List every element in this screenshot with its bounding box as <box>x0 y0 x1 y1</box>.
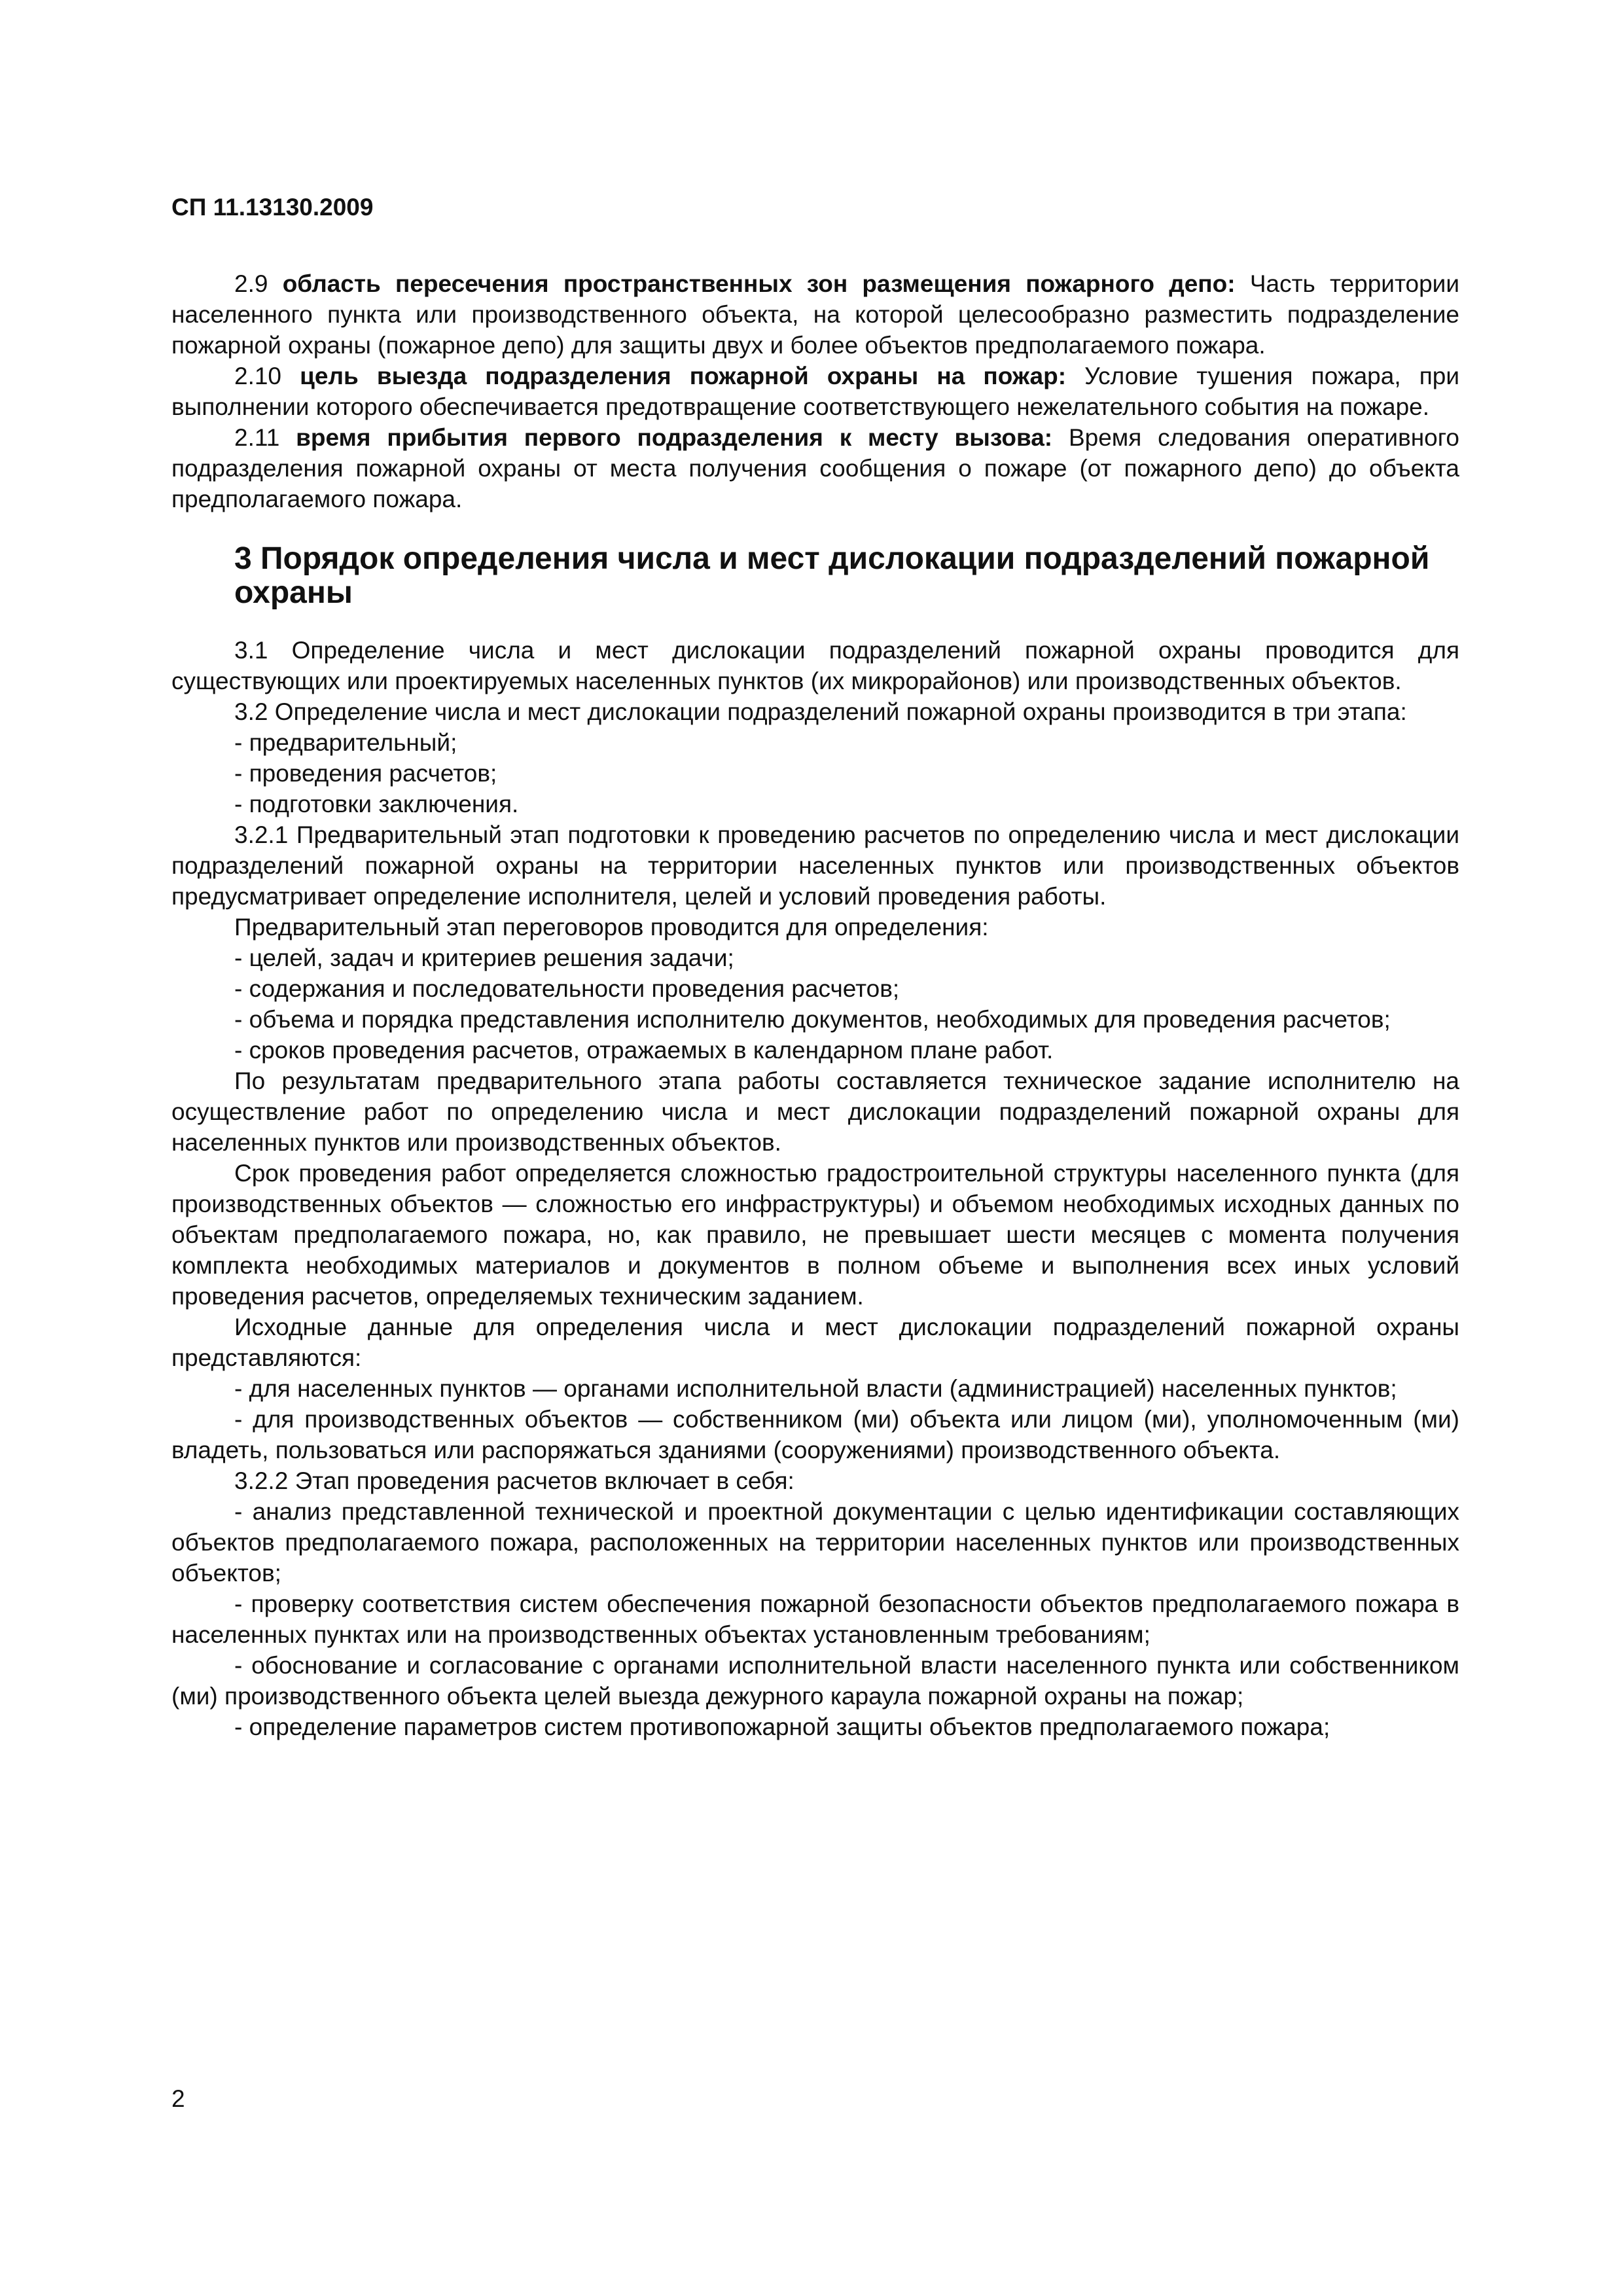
definition-number: 2.9 <box>234 270 268 297</box>
paragraph: 3.2 Определение числа и мест дислокации подразделений пожарной охраны производится в три этапа: <box>234 698 1407 725</box>
list-item: - проверку соответствия систем обеспечения пожарной безопасности объектов предполагаемого пожара в населенных пунктах или на производственных объектах установленным требованиям; <box>171 1590 1459 1648</box>
paragraph: 3.2.2 Этап проведения расчетов включает в себя: <box>234 1467 794 1494</box>
list-item: - для производственных объектов — собственником (ми) объекта или лицом (ми), уполномоченным (ми) владеть, пользоваться или распоряжаться зданиями (сооружениями) производственного объекта. <box>171 1406 1459 1463</box>
section-heading: 3 Порядок определения числа и мест дислокации подразделений пожарной охраны <box>234 541 1430 610</box>
list-item: - проведения расчетов; <box>234 760 497 787</box>
list-item: - анализ представленной технической и проектной документации с целью идентификации составляющих объектов предполагаемого пожара, расположенных на территории населенных пунктов или производственных объектов; <box>171 1498 1459 1587</box>
paragraph: По результатам предварительного этапа работы составляется техническое задание исполнителю на осуществление работ по определению числа и мест дислокации подразделений пожарной охраны для населенных пунктов или производственных объектов. <box>171 1067 1459 1156</box>
paragraph: 3.1 Определение числа и мест дислокации подразделений пожарной охраны проводится для существующих или проектируемых населенных пунктов (их микрорайонов) или производственных объектов. <box>171 637 1459 694</box>
list-item: - целей, задач и критериев решения задачи; <box>234 944 734 971</box>
list-item: - содержания и последовательности проведения расчетов; <box>234 975 900 1002</box>
paragraph: Исходные данные для определения числа и мест дислокации подразделений пожарной охраны представляются: <box>171 1314 1459 1371</box>
list-item: - предварительный; <box>234 729 457 756</box>
list-item: - объема и порядка представления исполнителю документов, необходимых для проведения расчетов; <box>234 1006 1391 1033</box>
definition-term: цель выезда подразделения пожарной охраны на пожар: <box>300 363 1067 389</box>
paragraph: Срок проведения работ определяется сложностью градостроительной структуры населенного пункта (для производственных объектов — сложностью его инфраструктуры) и объемом необходимых исходных данных по объектам предполагаемого пожара, но, как правило, не превышает шести месяцев с момента получения комплекта необходимых материалов и документов в полном объеме и выполнения всех иных условий проведения расчетов, определяемых техническим заданием. <box>171 1160 1459 1310</box>
definition-2-10 <box>171 361 1459 422</box>
definition-2-9 <box>171 268 1459 361</box>
definition-2-11 <box>171 422 1459 514</box>
definition-text: Условие тушения пожара, при выполнении которого обеспечивается предотвращение соответствующего нежелательного события на пожаре. <box>171 363 1460 420</box>
definition-term: область пересечения пространственных зон размещения пожарного депо: <box>282 270 1236 297</box>
definition-number: 2.11 <box>234 424 280 451</box>
list-item: - для населенных пунктов — органами исполнительной власти (администрацией) населенных пунктов; <box>234 1375 1397 1402</box>
definition-number: 2.10 <box>234 363 282 389</box>
paragraph: Предварительный этап переговоров проводится для определения: <box>234 914 989 941</box>
page-number: 2 <box>171 2085 185 2112</box>
list-item: - определение параметров систем противопожарной защиты объектов предполагаемого пожара; <box>234 1713 1330 1740</box>
list-item: - обоснование и согласование с органами исполнительной власти населенного пункта или собственником (ми) производственного объекта целей выезда дежурного караула пожарной охраны на пожар; <box>171 1652 1459 1710</box>
definition-term: время прибытия первого подразделения к месту вызова: <box>296 424 1053 451</box>
document-code: СП 11.13130.2009 <box>171 194 374 221</box>
document-body <box>171 268 1459 1742</box>
definition-text: Время следования оперативного подразделения пожарной охраны от места получения сообщения о пожаре (от пожарного депо) до объекта предполагаемого пожара. <box>171 424 1459 512</box>
paragraph: 3.2.1 Предварительный этап подготовки к проведению расчетов по определению числа и мест дислокации подразделений пожарной охраны на территории населенных пунктов или производственных объектов предусматривает определение исполнителя, целей и условий проведения работы. <box>171 821 1459 910</box>
definition-text: Часть территории населенного пункта или производственного объекта, на которой целесообразно разместить подразделение пожарной охраны (пожарное депо) для защиты двух и более объектов предполагаемого пожара. <box>171 270 1459 359</box>
list-item: - сроков проведения расчетов, отражаемых в календарном плане работ. <box>234 1037 1054 1064</box>
list-item: - подготовки заключения. <box>234 791 519 817</box>
